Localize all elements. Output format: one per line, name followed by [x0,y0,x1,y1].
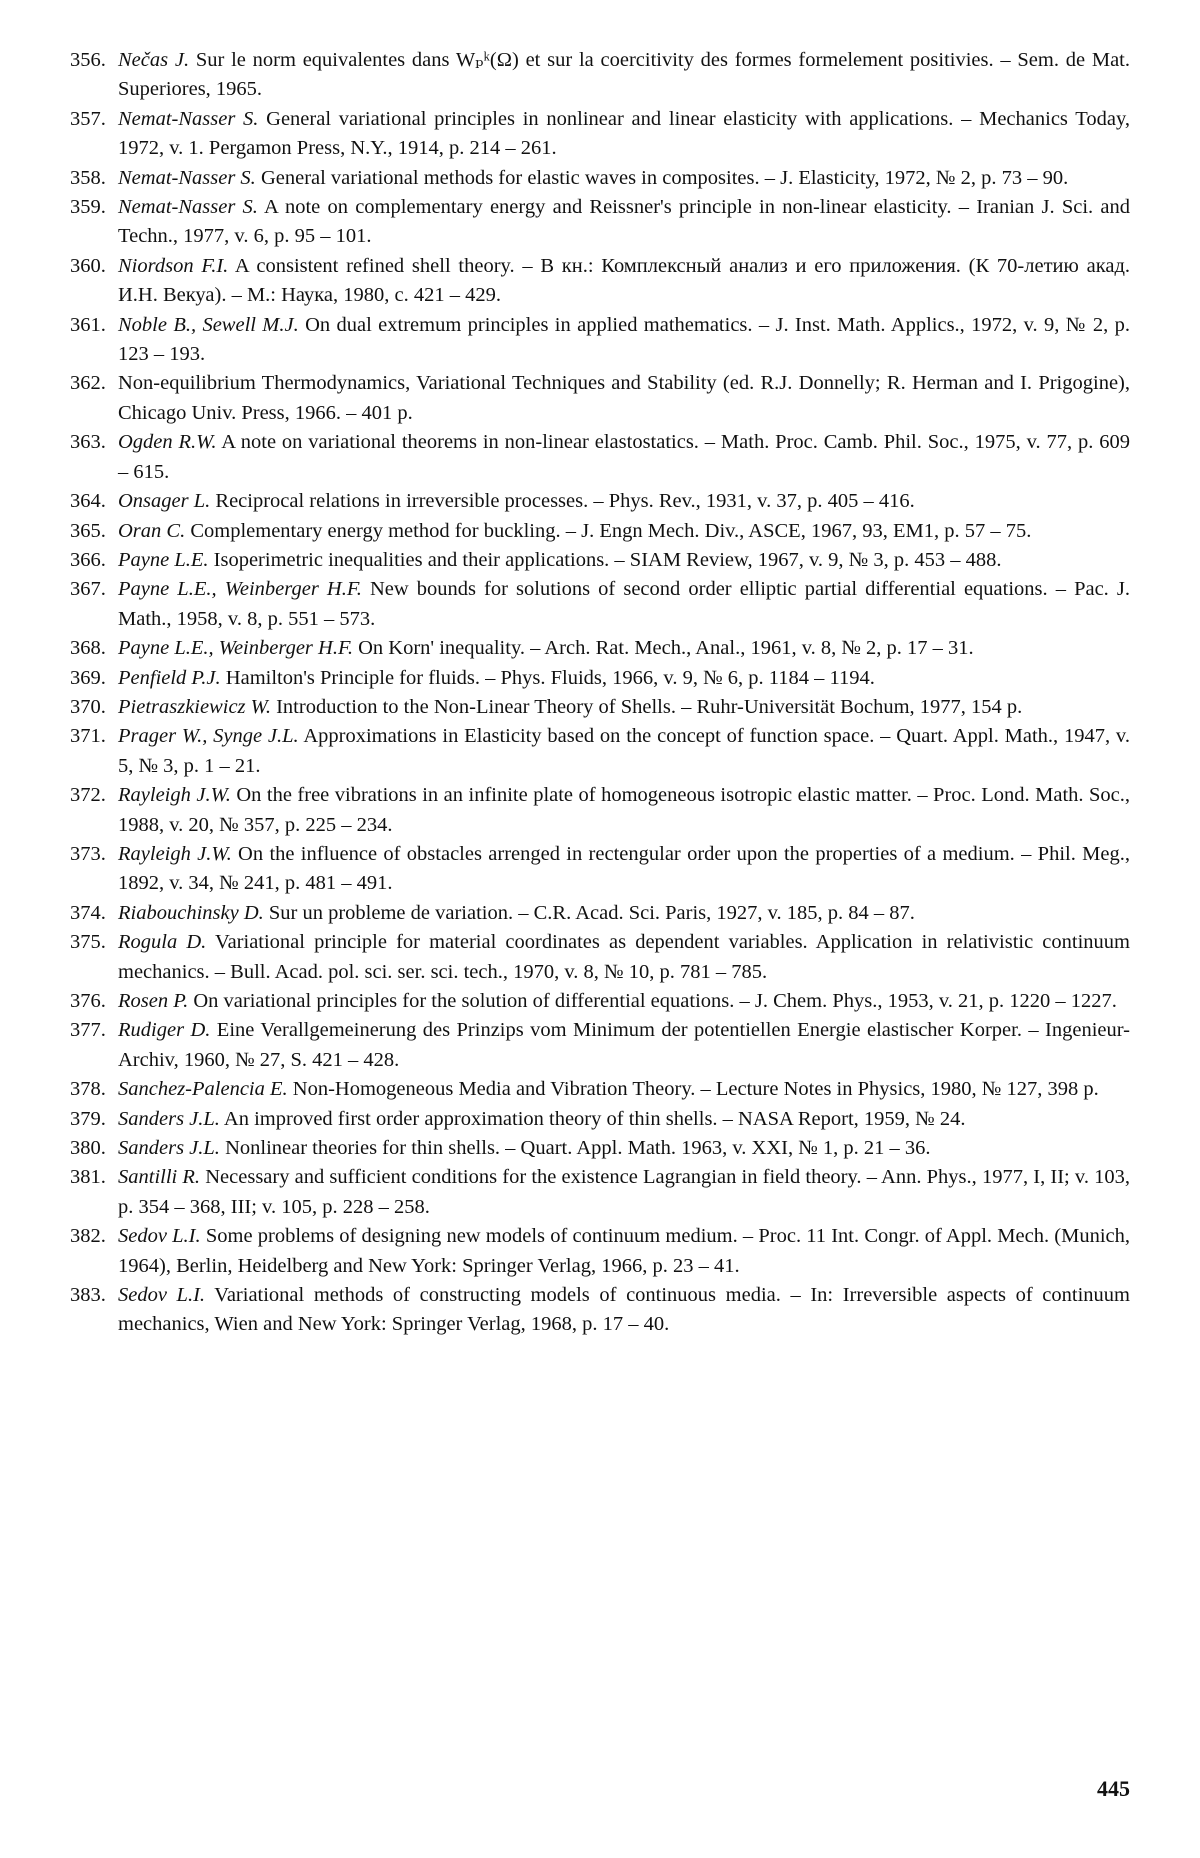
reference-author: Payne L.E. [118,548,209,571]
reference-number: 369. [70,666,106,689]
reference-author: Nemat-Nasser S. [118,196,258,219]
reference-author: Santilli R. [118,1166,201,1189]
reference-author: Riabouchinsky D. [118,901,264,924]
reference-text: Isoperimetric inequalities and their applications. – SIAM Review, 1967, v. 9, № 3, p. 453 – 488. [208,548,1002,571]
reference-author: Sedov L.I. [118,1284,206,1307]
reference-number: 379. [70,1107,106,1130]
reference-text: Necessary and sufficient conditions for the existence Lagrangian in field theory. – Ann. Phys., 1977, I, II; v. 103, p. 354 – 368, III; v. 105, p. 228 – 258. [118,1166,1131,1218]
reference-number: 364. [70,490,106,513]
reference-number: 361. [70,313,106,336]
reference-number: 375. [70,931,106,954]
reference-entry [70,252,1130,311]
reference-entry [70,517,1130,546]
reference-text: A note on variational theorems in non-linear elastostatics. – Math. Proc. Camb. Phil. Soc., 1975, v. 77, p. 609 – 615. [118,431,1130,483]
reference-text: Non-equilibrium Thermodynamics, Variational Techniques and Stability (ed. R.J. Donnelly; R. Herman and I. Prigogine), Chicago Univ. Press, 1966. – 401 p. [118,372,1130,424]
reference-entry [70,487,1130,516]
reference-number: 380. [70,1137,106,1160]
reference-number: 357. [70,107,106,130]
reference-author: Sedov L.I. [118,1225,201,1248]
reference-entry [70,428,1130,487]
reference-author: Ogden R.W. [118,431,217,454]
reference-number: 373. [70,842,106,865]
reference-entry [70,575,1130,634]
reference-text: Reciprocal relations in irreversible processes. – Phys. Rev., 1931, v. 37, p. 405 – 416. [210,490,915,513]
reference-author: Nečas J. [118,49,190,71]
reference-number: 377. [70,1019,106,1042]
reference-text: New bounds for solutions of second order elliptic partial differential equations. – Pac. J. Math., 1958, v. 8, p. 551 – 573. [118,578,1130,630]
reference-text: On dual extremum principles in applied mathematics. – J. Inst. Math. Applics., 1972, v. 9, № 2, p. 123 – 193. [118,313,1130,366]
reference-text: A note on complementary energy and Reissner's principle in non-linear elasticity. – Iranian J. Sci. and Techn., 1977, v. 6, p. 95 – 101. [118,196,1130,248]
reference-entry [70,664,1130,693]
reference-author: Onsager L. [118,490,211,513]
reference-text: Sur le norm equivalentes dans Wₚᵏ(Ω) et sur la coercitivity des formes formelement positivies. – Sem. de Mat. Superiores, 1965. [118,49,1130,101]
reference-number: 378. [70,1078,106,1101]
reference-number: 362. [70,372,106,395]
reference-text: Variational principle for material coordinates as dependent variables. Application in relativistic continuum mechanics. – Bull. Acad. pol. sci. ser. sci. tech., 1970, v. 8, № 10, p. 781 – 785. [118,931,1130,983]
reference-text: Eine Verallgemeinerung des Prinzips vom Minimum der potentiellen Energie elastischer Korper. – Ingenieur-Archiv, 1960, № 27, S. 421 – 428. [118,1019,1130,1071]
reference-entry [70,899,1130,928]
reference-author: Sanchez-Palencia E. [118,1078,288,1101]
reference-number: 367. [70,578,106,601]
reference-entry [70,546,1130,575]
reference-text: On the influence of obstacles arrenged in rectengular order upon the properties of a medium. – Phil. Meg., 1892, v. 34, № 241, p. 481 – 491. [118,842,1130,895]
reference-author: Rosen P. [118,990,189,1012]
reference-entry [70,369,1130,428]
reference-entry [70,1222,1130,1281]
reference-author: Rogula D. [118,931,207,954]
reference-number: 370. [70,695,106,718]
reference-number: 359. [70,196,106,219]
reference-number: 358. [70,166,106,189]
reference-number: 381. [70,1166,106,1189]
reference-author: Nemat-Nasser S. [118,166,256,189]
reference-entry [70,928,1130,987]
reference-entry [70,193,1130,252]
reference-entry [70,840,1130,899]
reference-text: Non-Homogeneous Media and Vibration Theory. – Lecture Notes in Physics, 1980, № 127, 398 p. [287,1078,1099,1101]
reference-author: Penfield P.J. [118,666,221,689]
reference-text: General variational principles in nonlinear and linear elasticity with applications. – Mechanics Today, 1972, v. 1. Pergamon Press, N.Y., 1914, p. 214 – 261. [118,107,1130,160]
reference-number: 374. [70,901,106,924]
reference-author: Payne L.E., Weinberger H.F. [118,637,353,660]
reference-author: Sanders J.L. [118,1137,220,1160]
reference-number: 382. [70,1225,106,1248]
reference-number: 376. [70,990,106,1012]
reference-entry [70,311,1130,370]
reference-text: Complementary energy method for buckling. – J. Engn Mech. Div., ASCE, 1967, 93, EM1, p. 57 – 75. [185,519,1032,542]
reference-number: 356. [70,49,106,71]
reference-text: Variational methods of constructing models of continuous media. – In: Irreversible aspects of continuum mechanics, Wien and New York: Springer Verlag, 1968, p. 17 – 40. [118,1284,1130,1336]
reference-author: Nemat-Nasser S. [118,107,259,130]
reference-entry [70,693,1130,722]
reference-author: Pietraszkiewicz W. [118,695,271,718]
reference-number: 360. [70,254,106,277]
reference-number: 371. [70,725,106,748]
reference-text: Sur un probleme de variation. – C.R. Acad. Sci. Paris, 1927, v. 185, p. 84 – 87. [263,901,915,924]
reference-entry [70,1281,1130,1340]
reference-text: An improved first order approximation theory of thin shells. – NASA Report, 1959, № 24. [219,1107,966,1130]
reference-entry [70,105,1130,164]
reference-text: On Korn' inequality. – Arch. Rat. Mech., Anal., 1961, v. 8, № 2, p. 17 – 31. [352,637,974,660]
reference-text: A consistent refined shell theory. – В кн.: Комплексный анализ и его приложения. (К 70-летию акад. И.Н. Векуа). – М.: Наука, 1980, с. 421 – 429. [118,254,1131,307]
reference-entry [70,1016,1130,1075]
reference-entry [70,164,1130,193]
reference-number: 383. [70,1284,106,1307]
reference-author: Rayleigh J.W. [118,842,232,865]
reference-number: 368. [70,637,106,660]
reference-text: Introduction to the Non-Linear Theory of Shells. – Ruhr-Universität Bochum, 1977, 154 p. [270,695,1023,718]
reference-author: Sanders J.L. [118,1107,220,1130]
reference-entry [70,781,1130,840]
reference-entry [70,1134,1130,1163]
reference-entry [70,1163,1130,1222]
reference-text: Nonlinear theories for thin shells. – Quart. Appl. Math. 1963, v. XXI, № 1, p. 21 – 36. [219,1137,931,1160]
reference-number: 363. [70,431,106,454]
reference-number: 365. [70,519,106,542]
reference-author: Rudiger D. [118,1019,211,1042]
reference-list [70,46,1130,1340]
reference-text: General variational methods for elastic waves in composites. – J. Elasticity, 1972, № 2, p. 73 – 90. [255,166,1069,189]
reference-entry [70,46,1130,105]
page-number: 445 [1097,1776,1130,1801]
reference-text: Approximations in Elasticity based on the concept of function space. – Quart. Appl. Math., 1947, v. 5, № 3, p. 1 – 21. [118,725,1130,777]
reference-text: Hamilton's Principle for fluids. – Phys. Fluids, 1966, v. 9, № 6, p. 1184 – 1194. [220,666,875,689]
reference-text: On the free vibrations in an infinite plate of homogeneous isotropic elastic matter. – Proc. Lond. Math. Soc., 1988, v. 20, № 357, p. 225 – 234. [118,784,1130,836]
reference-entry [70,722,1130,781]
reference-entry [70,1075,1130,1104]
reference-entry [70,1105,1130,1134]
reference-author: Prager W., Synge J.L. [118,725,299,748]
reference-author: Noble B., Sewell M.J. [118,313,299,336]
reference-author: Oran C. [118,519,186,542]
reference-text: Some problems of designing new models of continuum medium. – Proc. 11 Int. Congr. of Appl. Mech. (Munich, 1964), Berlin, Heidelberg and New York: Springer Verlag, 1966, p. 23 – 41. [118,1225,1130,1277]
reference-author: Niordson F.I. [118,254,229,277]
reference-number: 366. [70,548,106,571]
reference-text: On variational principles for the solution of differential equations. – J. Chem. Phys., 1953, v. 21, p. 1220 – 1227. [188,990,1117,1012]
reference-number: 372. [70,784,106,807]
reference-entry [70,987,1130,1016]
reference-entry [70,634,1130,663]
reference-author: Payne L.E., Weinberger H.F. [118,578,362,601]
reference-author: Rayleigh J.W. [118,784,231,807]
